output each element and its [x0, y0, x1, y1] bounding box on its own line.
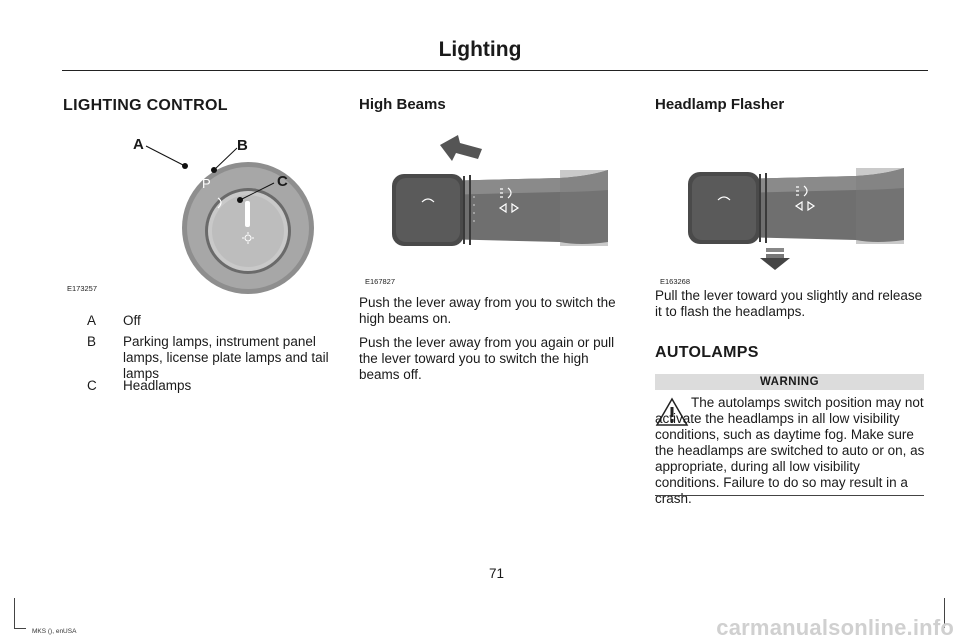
- flasher-lever-figure: [656, 130, 906, 280]
- def-letter-b: B: [87, 334, 97, 349]
- figure-code-middle: E167827: [365, 277, 396, 286]
- callout-label-b: B: [237, 137, 248, 154]
- flasher-paragraph: Pull the lever toward you slightly and release it to flash the headlamps.: [655, 288, 923, 319]
- fog-lamp-icon: [132, 204, 134, 216]
- figure-code-left: E173257: [67, 284, 98, 293]
- document-id: MKS (), enUSA: [32, 628, 77, 635]
- high-beams-paragraph-1: Push the lever away from you to switch the high beams on.: [359, 295, 616, 326]
- watermark: carmanualsonline.info: [716, 615, 954, 640]
- crop-mark-left: [14, 598, 15, 628]
- page-header-title: Lighting: [438, 38, 522, 61]
- figure-code-right: E163268: [660, 277, 691, 286]
- def-text-c: Headlamps: [123, 378, 192, 393]
- high-beam-lever-figure: [360, 130, 610, 290]
- warning-label: WARNING: [655, 374, 924, 390]
- def-text-b: Parking lamps, instrument panel lamps, license plate lamps and tail lamps: [123, 334, 329, 381]
- pull-arrow-icon: [760, 248, 790, 270]
- def-text-a: Off: [123, 313, 141, 328]
- svg-text:P: P: [202, 176, 211, 191]
- section-heading-lighting-control: LIGHTING CONTROL: [63, 97, 228, 114]
- headlamp-switch-figure: [62, 128, 332, 298]
- def-letter-a: A: [87, 313, 97, 328]
- section-heading-high-beams: High Beams: [359, 96, 446, 113]
- high-beams-paragraph-2: Push the lever away from you again or pull the lever toward you to switch the high beams off.: [359, 335, 615, 382]
- section-heading-autolamps: AUTOLAMPS: [655, 344, 759, 361]
- warning-rule: [655, 495, 924, 496]
- page-number: 71: [489, 566, 505, 581]
- callout-label-a: A: [133, 136, 144, 153]
- push-arrow-icon: [440, 135, 482, 161]
- header-rule: [62, 70, 928, 71]
- section-heading-headlamp-flasher: Headlamp Flasher: [655, 96, 785, 113]
- callout-label-c: C: [277, 173, 288, 190]
- crop-mark-left-h: [14, 628, 26, 629]
- def-letter-c: C: [87, 378, 97, 393]
- warning-text: The autolamps switch position may not activate the headlamps in all low visibility conditions, such as daytime fog. Make sure the headlamps are switched to auto or on, as appropriate, during all low visibility conditions. Failure to do so may result in a crash.: [655, 395, 925, 506]
- off-icon: [179, 169, 189, 179]
- parking-lamp-sun-icon: [153, 181, 161, 189]
